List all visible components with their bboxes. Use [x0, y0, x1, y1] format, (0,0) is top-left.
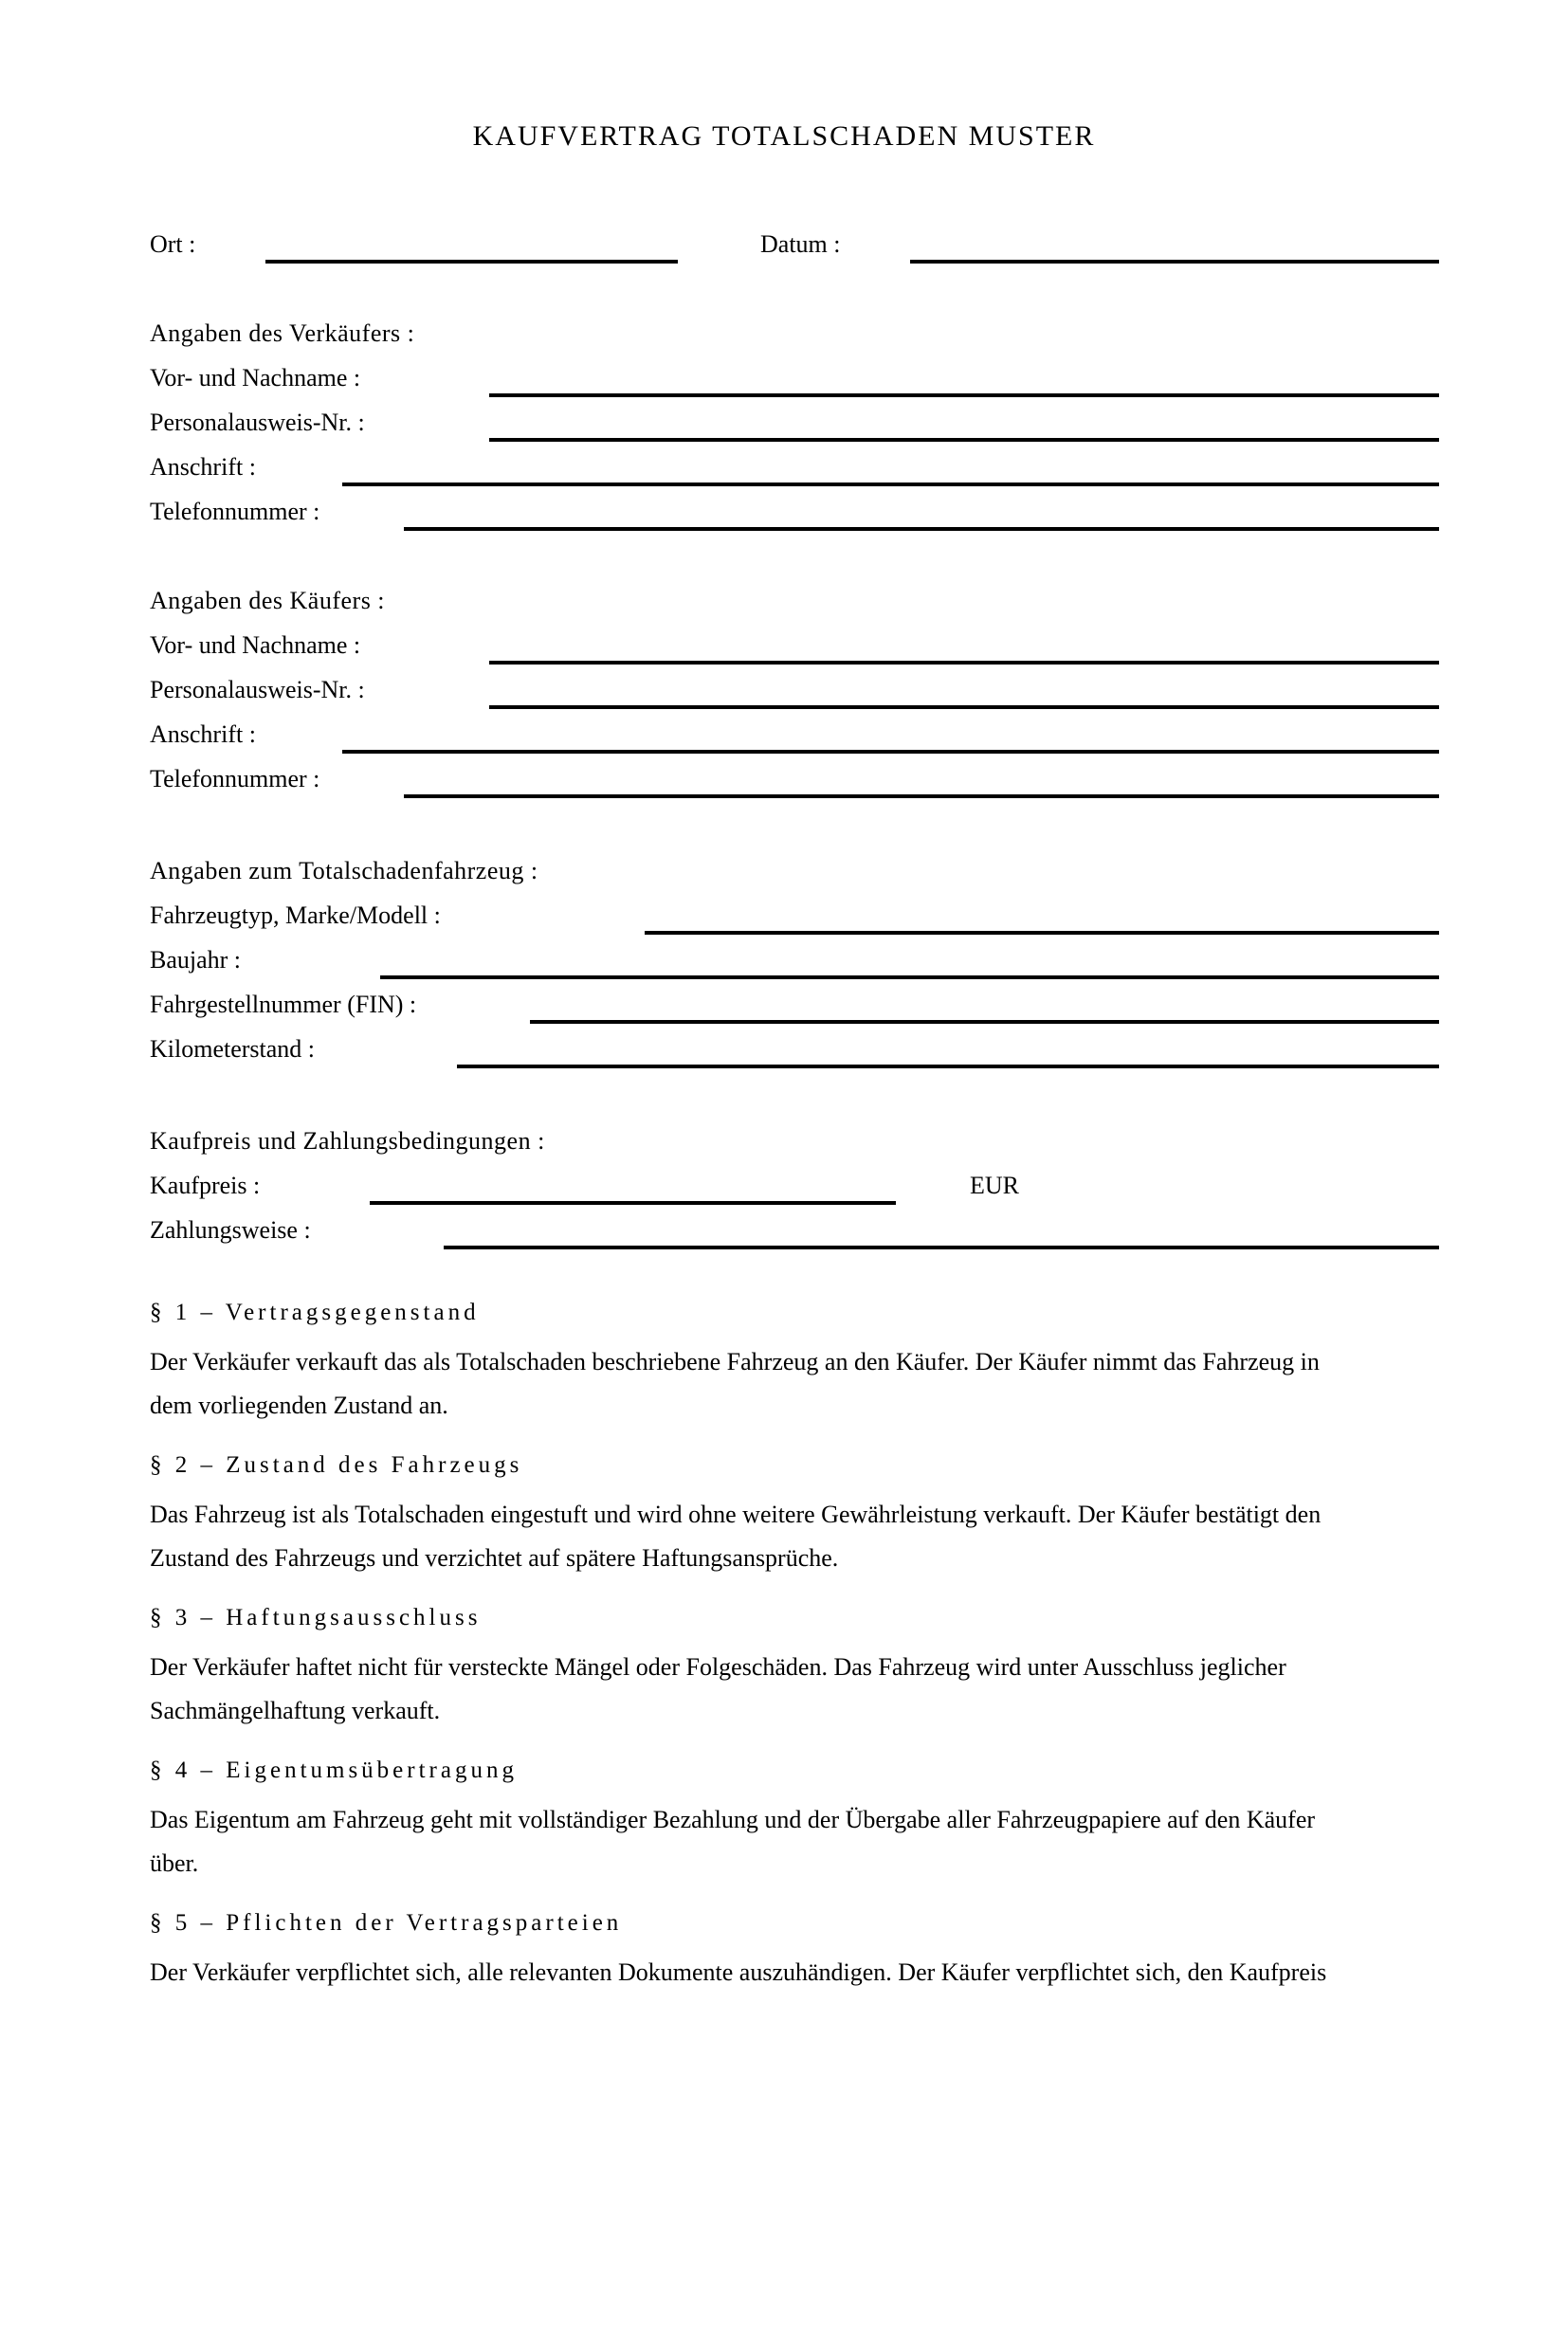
- purchase-price-row: [150, 1163, 1439, 1208]
- clause-3-line-1: Der Verkäufer haftet nicht für versteckte Mängel oder Folgeschäden. Das Fahrzeug wird unter Ausschluss jeglicher: [150, 1653, 1286, 1681]
- clause-5-paragraph: [150, 1951, 1439, 1994]
- payment-method-blank-line: [444, 1246, 1439, 1249]
- vehicle-type-row: [150, 893, 1439, 938]
- seller-phone-label: Telefonnummer :: [150, 498, 320, 525]
- document-content: [0, 222, 1568, 1994]
- vehicle-mileage-blank-line: [457, 1065, 1439, 1068]
- page-title: KAUFVERTRAG TOTALSCHADEN MUSTER: [472, 120, 1096, 152]
- vehicle-type-blank-line: [645, 931, 1439, 935]
- price-section-heading: Kaufpreis und Zahlungsbedingungen :: [150, 1127, 545, 1155]
- purchase-price-blank-line: [370, 1201, 896, 1205]
- buyer-address-label: Anschrift :: [150, 720, 256, 748]
- payment-method-label: Zahlungsweise :: [150, 1216, 311, 1244]
- clause-3-line-2: Sachmängelhaftung verkauft.: [150, 1697, 441, 1724]
- buyer-id-row: [150, 667, 1439, 712]
- clause-1-line-2: dem vorliegenden Zustand an.: [150, 1392, 448, 1419]
- clause-5-heading: § 5 – Pflichten der Vertragsparteien: [150, 1910, 623, 1936]
- seller-phone-blank-line: [404, 527, 1439, 531]
- ort-datum-row: [150, 222, 1439, 266]
- ort-blank-line: [265, 260, 678, 264]
- purchase-price-label: Kaufpreis :: [150, 1172, 261, 1199]
- seller-address-label: Anschrift :: [150, 453, 256, 481]
- seller-name-label: Vor- und Nachname :: [150, 364, 361, 392]
- clause-5-line-1: Der Verkäufer verpflichtet sich, alle relevanten Dokumente auszuhändigen. Der Käufer verpflichtet sich, den Kaufpreis: [150, 1958, 1327, 1986]
- ort-label: Ort :: [150, 230, 196, 258]
- clause-4-line-1: Das Eigentum am Fahrzeug geht mit vollständiger Bezahlung und der Übergabe aller Fahrzeugpapiere auf den Käufer: [150, 1806, 1316, 1833]
- seller-id-row: [150, 400, 1439, 445]
- vehicle-vin-blank-line: [530, 1020, 1439, 1024]
- buyer-section-heading: Angaben des Käufers :: [150, 587, 386, 614]
- clause-3-paragraph: [150, 1646, 1439, 1733]
- clause-2-paragraph: [150, 1493, 1439, 1580]
- buyer-phone-blank-line: [404, 794, 1439, 798]
- clause-1-paragraph: [150, 1340, 1439, 1428]
- buyer-phone-row: [150, 756, 1439, 801]
- buyer-phone-label: Telefonnummer :: [150, 765, 320, 792]
- clause-2-line-2: Zustand des Fahrzeugs und verzichtet auf spätere Haftungsansprüche.: [150, 1544, 839, 1572]
- clause-4-paragraph: [150, 1798, 1439, 1885]
- seller-address-blank-line: [342, 483, 1439, 486]
- vehicle-year-label: Baujahr :: [150, 946, 242, 974]
- vehicle-vin-label: Fahrgestellnummer (FIN) :: [150, 991, 417, 1018]
- seller-id-label: Personalausweis-Nr. :: [150, 409, 365, 436]
- seller-id-blank-line: [489, 438, 1439, 442]
- clause-1-heading: § 1 – Vertragsgegenstand: [150, 1300, 480, 1325]
- seller-address-row: [150, 445, 1439, 489]
- vehicle-mileage-label: Kilometerstand :: [150, 1035, 316, 1063]
- buyer-id-label: Personalausweis-Nr. :: [150, 676, 365, 703]
- buyer-name-blank-line: [489, 661, 1439, 665]
- seller-section-heading: Angaben des Verkäufers :: [150, 319, 415, 347]
- vehicle-section-heading: Angaben zum Totalschadenfahrzeug :: [150, 857, 538, 884]
- buyer-address-blank-line: [342, 750, 1439, 754]
- datum-label: Datum :: [760, 230, 841, 258]
- clause-4-heading: § 4 – Eigentumsübertragung: [150, 1757, 518, 1783]
- payment-method-row: [150, 1208, 1439, 1252]
- contract-document-page: [0, 114, 1568, 2331]
- vehicle-type-label: Fahrzeugtyp, Marke/Modell :: [150, 901, 441, 929]
- clause-2-heading: § 2 – Zustand des Fahrzeugs: [150, 1452, 523, 1478]
- seller-phone-row: [150, 489, 1439, 534]
- clause-4-line-2: über.: [150, 1849, 199, 1877]
- clause-2-line-1: Das Fahrzeug ist als Totalschaden eingestuft und wird ohne weitere Gewährleistung verkauft. Der Käufer bestätigt den: [150, 1501, 1322, 1528]
- clause-1-line-1: Der Verkäufer verkauft das als Totalschaden beschriebene Fahrzeug an den Käufer. Der Käufer nimmt das Fahrzeug in: [150, 1348, 1320, 1375]
- buyer-address-row: [150, 712, 1439, 756]
- clause-3-heading: § 3 – Haftungsausschluss: [150, 1605, 482, 1630]
- seller-name-blank-line: [489, 393, 1439, 397]
- buyer-name-label: Vor- und Nachname :: [150, 631, 361, 659]
- vehicle-year-row: [150, 938, 1439, 982]
- vehicle-mileage-row: [150, 1027, 1439, 1071]
- buyer-id-blank-line: [489, 705, 1439, 709]
- buyer-name-row: [150, 623, 1439, 667]
- datum-blank-line: [910, 260, 1439, 264]
- vehicle-vin-row: [150, 982, 1439, 1027]
- seller-name-row: [150, 355, 1439, 400]
- vehicle-year-blank-line: [380, 975, 1439, 979]
- currency-label: EUR: [970, 1172, 1019, 1199]
